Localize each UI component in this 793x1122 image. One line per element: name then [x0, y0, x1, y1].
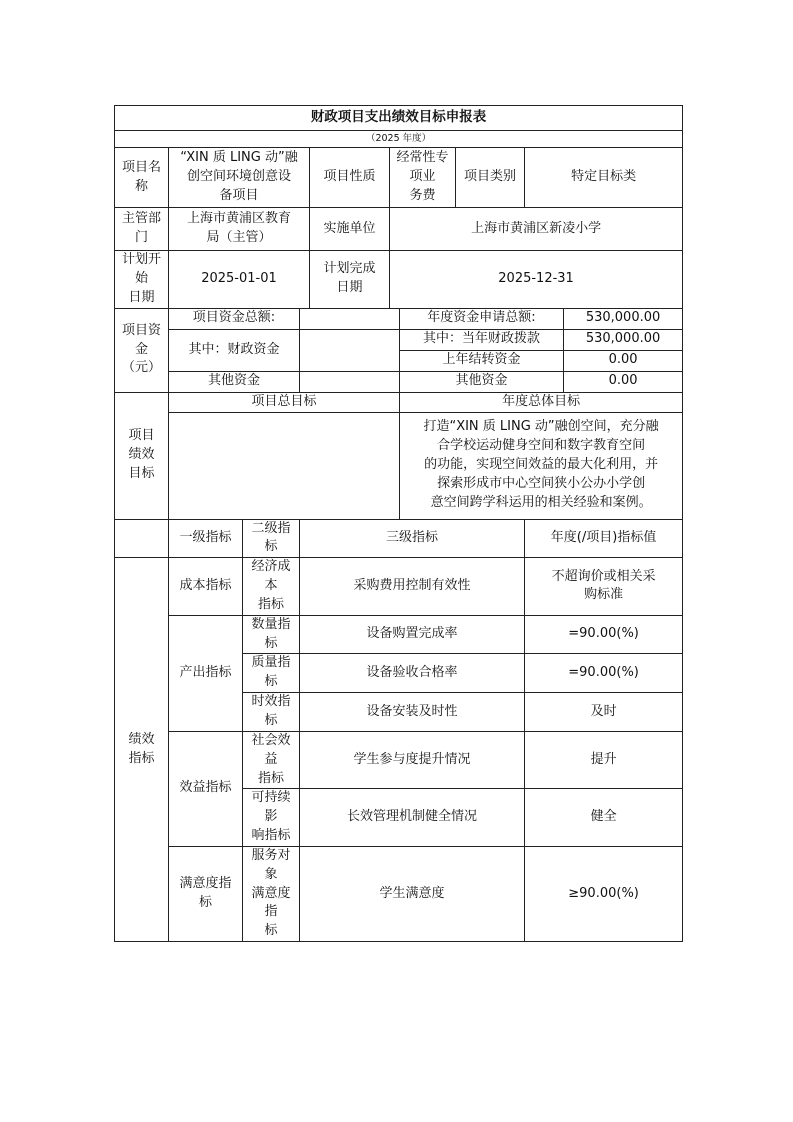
- funds-fiscal-label: 其中：财政资金: [169, 329, 300, 371]
- level2-line: 社会效益: [251, 732, 291, 767]
- annual-goal-header: 年度总体目标: [400, 392, 683, 412]
- funds-annual-value: 530,000.00: [564, 308, 683, 329]
- project-name-value: [169, 148, 310, 208]
- indicators-label-line: 绩效: [128, 731, 155, 747]
- value-cell: 提升: [525, 731, 683, 789]
- project-category-label: 项目类别: [456, 148, 525, 208]
- project-name-line: 创空间环境创意设: [186, 169, 291, 185]
- level2-cell: [243, 558, 300, 616]
- start-date-label-line: 计划开始: [121, 252, 161, 286]
- funds-fiscal-value: [300, 329, 400, 371]
- end-date-value: 2025-12-31: [390, 251, 683, 309]
- level2-cell: [243, 731, 300, 789]
- unit-value: 上海市黄浦区新凌小学: [390, 208, 683, 251]
- annual-goal-line: 打造“XIN 质 LING 动”融创空间，充分融: [423, 419, 659, 435]
- goals-label-line: 目标: [128, 465, 155, 481]
- end-date-label: [310, 251, 390, 309]
- level3-header: 三级指标: [300, 519, 525, 558]
- level3-cell: 采购费用控制有效性: [300, 558, 525, 616]
- performance-target-form: [114, 105, 683, 942]
- level2-header: 二级指标: [243, 519, 300, 558]
- level3-cell: 学生参与度提升情况: [300, 731, 525, 789]
- project-nature-line: 经常性专项业: [396, 150, 449, 185]
- dept-line: 局（主管）: [206, 230, 272, 245]
- value-header: 年度(/项目)指标值: [525, 519, 683, 558]
- funds-total-label: 项目资金总额:: [169, 308, 300, 329]
- indicators-label-line: 指标: [128, 750, 155, 766]
- level3-cell: 设备安装及时性: [300, 693, 525, 732]
- funds-carry-value: 0.00: [564, 350, 683, 371]
- group-benefit: 效益指标: [169, 731, 243, 846]
- annual-goal-text: [400, 412, 683, 519]
- overall-goal-header: 项目总目标: [169, 392, 400, 412]
- dept-value: [169, 208, 310, 251]
- project-category-value: 特定目标类: [525, 148, 683, 208]
- dept-label: 主管部门: [115, 208, 169, 251]
- group-satisfaction-line: 满意度指: [179, 876, 232, 892]
- value-cell: 健全: [525, 789, 683, 847]
- indicators-label: [115, 558, 169, 942]
- project-name-line: “XIN 质 LING 动”融: [180, 150, 298, 166]
- funds-annual-other-value: 0.00: [564, 371, 683, 392]
- group-satisfaction: [169, 846, 243, 941]
- funds-other-label: 其他资金: [169, 371, 300, 392]
- level2-cell: 质量指标: [243, 654, 300, 693]
- level2-line: 响指标: [251, 828, 291, 844]
- funds-label-line: （元）: [121, 360, 161, 376]
- overall-goal-text: [169, 412, 400, 519]
- level2-cell: 数量指标: [243, 615, 300, 654]
- level2-line: 指标: [257, 770, 284, 786]
- level2-cell: [243, 789, 300, 847]
- form-title: 财政项目支出绩效目标申报表: [115, 106, 683, 131]
- goals-label-line: 绩效: [128, 447, 155, 463]
- end-date-label-line: 日期: [336, 280, 363, 296]
- level2-line: 指标: [257, 596, 284, 612]
- annual-goal-line: 探索形成市中心空间狭小公办小学创: [437, 475, 646, 491]
- goals-label: [115, 392, 169, 519]
- start-date-value: 2025-01-01: [169, 251, 310, 309]
- form-year: （2025 年度）: [115, 131, 683, 148]
- goals-label-line: 项目: [128, 428, 155, 444]
- funds-label-line: 项目资金: [121, 322, 161, 357]
- project-name-line: 备项目: [219, 187, 259, 203]
- level2-line: 可持续影: [251, 790, 291, 825]
- level1-header: 一级指标: [169, 519, 243, 558]
- funds-carry-label: 上年结转资金: [400, 350, 564, 371]
- funds-annual-label: 年度资金申请总额:: [400, 308, 564, 329]
- project-nature-line: 务费: [409, 187, 436, 203]
- project-nature-value: [390, 148, 456, 208]
- level2-line: 服务对象: [251, 847, 291, 882]
- funds-label: [115, 308, 169, 392]
- unit-label: 实施单位: [310, 208, 390, 251]
- value-cell: 及时: [525, 693, 683, 732]
- group-satisfaction-line: 标: [198, 894, 212, 910]
- funds-total-value: [300, 308, 400, 329]
- level2-line: 经济成本: [251, 559, 291, 594]
- start-date-label: [115, 251, 169, 309]
- level3-cell: 学生满意度: [300, 846, 525, 941]
- project-nature-label: 项目性质: [310, 148, 390, 208]
- value-cell: [525, 558, 683, 616]
- level2-line: 标: [264, 923, 278, 939]
- level3-cell: 设备验收合格率: [300, 654, 525, 693]
- value-cell: =90.00(%): [525, 654, 683, 693]
- funds-current-value: 530,000.00: [564, 329, 683, 350]
- level2-cell: [243, 846, 300, 941]
- funds-current-label: 其中：当年财政拨款: [400, 329, 564, 350]
- indicators-header-blank: [115, 519, 169, 558]
- annual-goal-line: 的功能，实现空间效益的最大化利用，并: [424, 457, 659, 473]
- value-cell: ≥90.00(%): [525, 846, 683, 941]
- group-cost: 成本指标: [169, 558, 243, 616]
- level3-cell: 设备购置完成率: [300, 615, 525, 654]
- project-name-label: 项目名称: [115, 148, 169, 208]
- value-line: 购标准: [584, 587, 624, 603]
- funds-other-value: [300, 371, 400, 392]
- value-line: 不超询价或相关采: [551, 568, 656, 584]
- annual-goal-line: 意空间跨学科运用的相关经验和案例。: [430, 494, 652, 510]
- annual-goal-line: 合学校运动健身空间和数字教育空间: [437, 438, 646, 454]
- value-cell: =90.00(%): [525, 615, 683, 654]
- level2-line: 满意度指: [251, 885, 291, 920]
- start-date-label-line: 日期: [128, 289, 155, 305]
- level3-cell: 长效管理机制健全情况: [300, 789, 525, 847]
- end-date-label-line: 计划完成: [323, 261, 376, 277]
- dept-line: 上海市黄浦区教育: [186, 211, 291, 227]
- funds-annual-other-label: 其他资金: [400, 371, 564, 392]
- group-output: 产出指标: [169, 615, 243, 731]
- level2-cell: 时效指标: [243, 693, 300, 732]
